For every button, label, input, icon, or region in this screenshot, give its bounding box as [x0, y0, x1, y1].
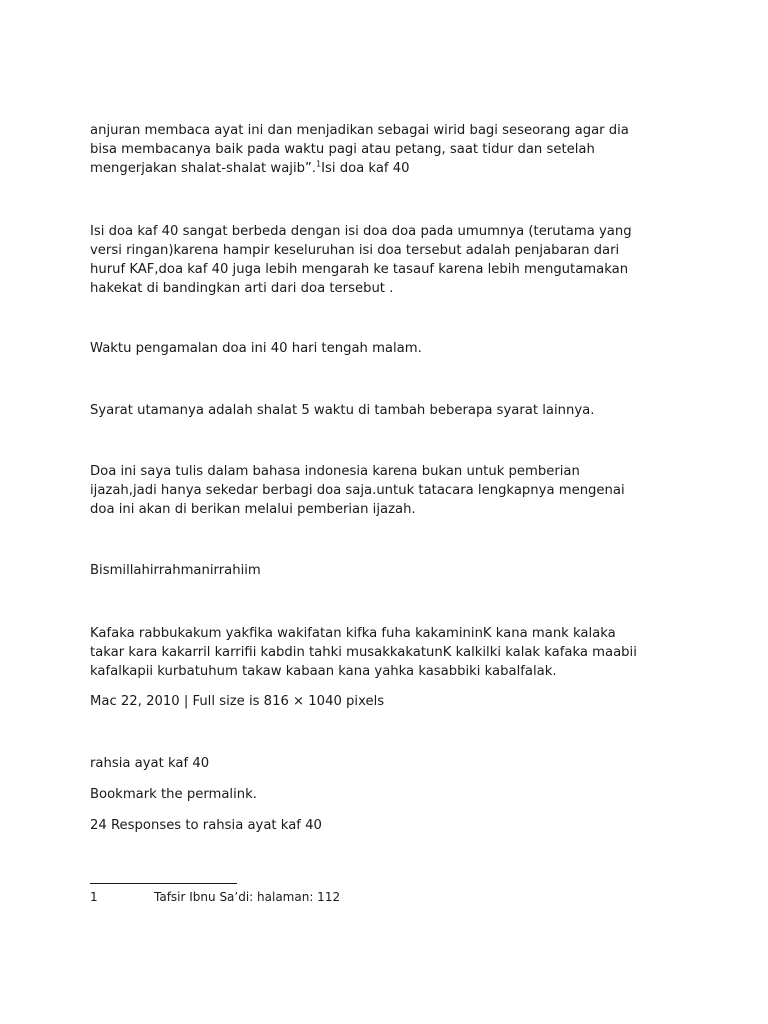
description-line-4: hakekat di bandingkan arti dari doa tersebut .	[90, 281, 394, 296]
doa-line-2: takar kara kakarril karrifii kabdin tahki musakkakatunK kalkilki kalak kafaka maabii	[90, 645, 637, 660]
intro-line-2: bisa membacanya baik pada waktu pagi atau petang, saat tidur dan setelah	[90, 142, 595, 157]
intro-paragraph	[90, 121, 690, 178]
intro-line-1: anjuran membaca ayat ini dan menjadikan sebagai wirid bagi seseorang agar dia	[90, 123, 629, 138]
footnote	[90, 889, 340, 905]
bookmark-paragraph	[90, 785, 690, 804]
waktu-line: Waktu pengamalan doa ini 40 hari tengah malam.	[90, 341, 422, 356]
syarat-line: Syarat utamanya adalah shalat 5 waktu di tambah beberapa syarat lainnya.	[90, 403, 595, 418]
footnote-text: Tafsir Ibnu Sa’di: halaman: 112	[154, 890, 341, 904]
bookmark-line: Bookmark the permalink.	[90, 787, 257, 802]
intro-line-3	[90, 159, 690, 178]
description-line-1: Isi doa kaf 40 sangat berbeda dengan isi doa doa pada umumnya (terutama yang	[90, 224, 632, 239]
meta-line: Mac 22, 2010 | Full size is 816 × 1040 pixels	[90, 694, 385, 709]
responses-line: 24 Responses to rahsia ayat kaf 40	[90, 818, 322, 833]
responses-paragraph	[90, 816, 690, 835]
footnote-number: 1	[90, 890, 98, 904]
note-line-1: Doa ini saya tulis dalam bahasa indonesia karena bukan untuk pemberian	[90, 464, 580, 479]
intro-line-3-heading: Isi doa kaf 40	[321, 161, 410, 176]
note-line-3: doa ini akan di berikan melalui pemberian ijazah.	[90, 502, 416, 517]
waktu-paragraph	[90, 339, 690, 358]
description-line-3: huruf KAF,doa kaf 40 juga lebih mengarah ke tasauf karena lebih mengutamakan	[90, 262, 629, 277]
doa-line-1: Kafaka rabbukakum yakfika wakifatan kifka fuha kakamininK kana mank kalaka	[90, 626, 616, 641]
meta-paragraph	[90, 692, 690, 711]
footnote-reference: 1	[316, 159, 322, 169]
bismillah-line: Bismillahirrahmanirrahiim	[90, 563, 261, 578]
post-title-paragraph	[90, 754, 690, 773]
description-paragraph	[90, 222, 690, 298]
doa-line-3: kafalkapii kurbatuhum takaw kabaan kana yahka kasabbiki kabalfalak.	[90, 664, 557, 679]
description-line-2: versi ringan)karena hampir keseluruhan isi doa tersebut adalah penjabaran dari	[90, 243, 620, 258]
note-paragraph	[90, 462, 690, 519]
syarat-paragraph	[90, 401, 690, 420]
bismillah-paragraph	[90, 561, 690, 580]
note-line-2: ijazah,jadi hanya sekedar berbagi doa saja.untuk tatacara lengkapnya mengenai	[90, 483, 625, 498]
intro-line-3-text: mengerjakan shalat-shalat wajib”.	[90, 161, 316, 176]
post-title: rahsia ayat kaf 40	[90, 756, 210, 771]
doa-paragraph	[90, 624, 690, 681]
footnote-separator	[90, 883, 237, 884]
